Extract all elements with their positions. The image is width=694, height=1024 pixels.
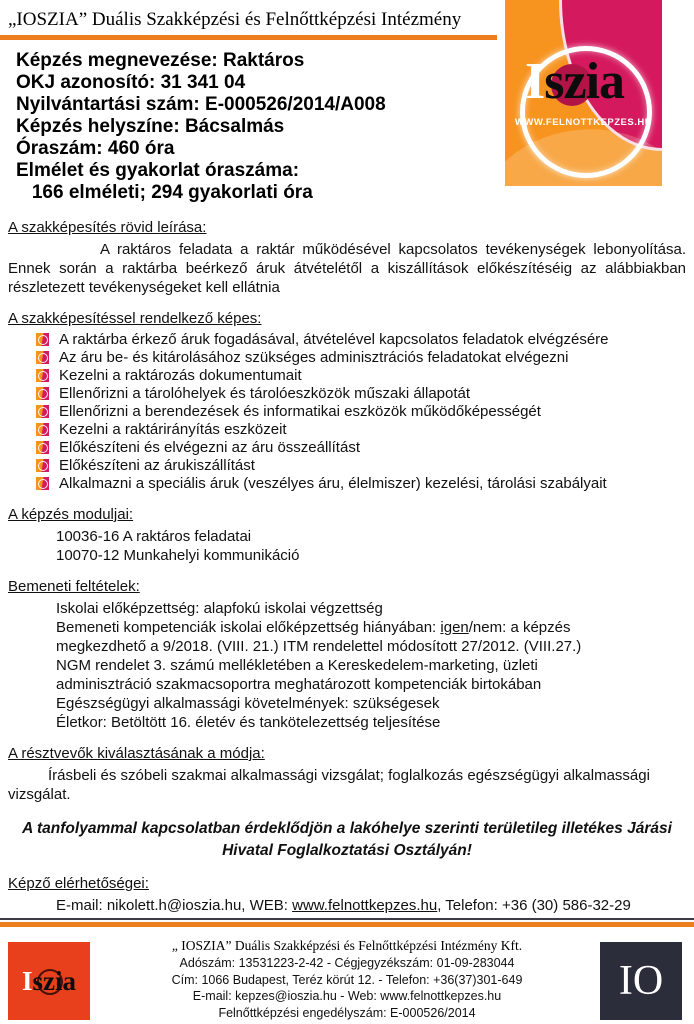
- bullet-text: Ellenőrizni a berendezések és informatikai eszközök működőképességét: [59, 403, 541, 420]
- section-heading-entry: Bemeneti feltételek:: [8, 578, 140, 595]
- list-item: [36, 367, 686, 385]
- bullet-text: Előkészíteni és elvégezni az áru összeállítást: [59, 439, 360, 456]
- website-link[interactable]: www.felnottkepzes.hu: [292, 897, 438, 914]
- contact-suffix: , Telefon: +36 (30) 586-32-29: [437, 897, 631, 914]
- ioszia-bullet-icon: [36, 387, 49, 400]
- section-heading-modules: A képzés moduljai:: [8, 506, 134, 523]
- logo-wordmark: [525, 53, 625, 110]
- ioszia-bullet-icon: [36, 351, 49, 364]
- footer-logo-letters-zia: zia: [43, 965, 77, 996]
- footer-detail-line: Cím: 1066 Budapest, Teréz körút 12. - Telefon: +36(37)301-649: [171, 972, 523, 987]
- course-summary-line: Óraszám: 460 óra: [16, 138, 175, 159]
- bullet-ring-icon: [38, 389, 48, 399]
- section-heading-description: A szakképesítés rövid leírása:: [8, 219, 207, 236]
- course-summary-line: Képzés helyszíne: Bácsalmás: [16, 116, 285, 137]
- entry-line-prefix: Bemeneti kompetenciák iskolai előképzettség hiányában:: [56, 619, 441, 636]
- footer-detail-line: E-mail: kepzes@ioszia.hu - Web: www.felnottkepzes.hu: [192, 989, 502, 1003]
- ioszia-footer-logo: [8, 942, 90, 1020]
- logo-letters-szia: szia: [544, 53, 625, 110]
- course-summary-line: Képzés megnevezése: Raktáros: [16, 50, 305, 71]
- course-summary-line: Elmélet és gyakorlat óraszáma:: [16, 160, 300, 181]
- module-line: 10036-16 A raktáros feladatai: [56, 528, 252, 545]
- ioszia-bullet-icon: [36, 441, 49, 454]
- bullet-text: Kezelni a raktárirányítás eszközeit: [59, 421, 287, 438]
- footer-company-name: „ IOSZIA” Duális Szakképzési és Felnőttképzési Intézmény Kft.: [171, 938, 523, 953]
- footer-thin-divider: [0, 918, 694, 920]
- list-item: [36, 385, 686, 403]
- bullet-text: Alkalmazni a speciális áruk (veszélyes áru, élelmiszer) kezelési, tárolási szabályait: [59, 475, 607, 492]
- list-item: [36, 349, 686, 367]
- bullet-ring-icon: [38, 443, 48, 453]
- entry-line-competencies: [56, 618, 616, 694]
- list-item: [36, 439, 686, 457]
- bullet-ring-icon: [38, 371, 48, 381]
- io-footer-logo: [600, 942, 682, 1020]
- footer-company-info: [102, 927, 592, 1021]
- ioszia-bullet-icon: [36, 333, 49, 346]
- bullet-text: A raktárba érkező áruk fogadásával, átvételével kapcsolatos feladatok elvégzésére: [59, 331, 609, 348]
- entry-line-age: Életkor: Betöltött 16. életév és tankötelezettség teljesítése: [56, 714, 441, 731]
- io-logo-text: IO: [618, 957, 664, 1004]
- module-list: [56, 527, 686, 565]
- bullet-ring-icon: [38, 479, 48, 489]
- course-summary-line: OKJ azonosító: 31 341 04: [16, 72, 246, 93]
- header-divider: [0, 35, 497, 40]
- bullet-ring-icon: [38, 335, 48, 345]
- section-heading-selection: A résztvevők kiválasztásának a módja:: [8, 745, 265, 762]
- list-item: [36, 403, 686, 421]
- list-item: [36, 331, 686, 349]
- contact-line: [56, 896, 686, 915]
- bullet-text: Kezelni a raktározás dokumentumait: [59, 367, 302, 384]
- ioszia-logo: [505, 0, 662, 186]
- footer-detail-lines: [102, 955, 592, 1021]
- course-summary-line: Nyilvántartási szám: E-000526/2014/A008: [16, 94, 386, 115]
- job-office-notice: A tanfolyammal kapcsolatban érdeklődjön a lakóhelye szerinti területileg illetékes Járási Hivatal Foglalkoztatási Osztályán!: [22, 820, 672, 859]
- entry-requirements: [56, 599, 616, 732]
- ioszia-bullet-icon: [36, 477, 49, 490]
- section-heading-contact: Képző elérhetőségei:: [8, 875, 149, 892]
- org-title: „IOSZIA” Duális Szakképzési és Felnőttképzési Intézmény: [8, 9, 462, 30]
- entry-line-suffix: /nem: a képzés megkezdhető a 9/2018. (VIII. 21.) ITM rendelettel módosított 27/2012. (VIII.27.) NGM rendelet 3. számú mellékletében a Kereskedelem-marketing, üzleti adminisztráció szakmacsoportra meghatározott kompetenciák birtokában: [56, 619, 582, 693]
- footer-logo-letter-i: I: [21, 965, 33, 996]
- bullet-text: Az áru be- és kitárolásához szükséges adminisztrációs feladatokat elvégezni: [59, 349, 569, 366]
- section-heading-competencies: A szakképesítéssel rendelkező képes:: [8, 310, 262, 327]
- footer: [0, 918, 694, 1024]
- list-item: [36, 457, 686, 475]
- module-line: 10070-12 Munkahelyi kommunikáció: [56, 547, 300, 564]
- contact-prefix: E-mail: nikolett.h@ioszia.hu, WEB:: [56, 897, 293, 914]
- footer-body: [0, 927, 694, 1024]
- footer-detail-line: Adószám: 13531223-2-42 - Cégjegyzékszám: 01-09-283044: [179, 956, 515, 970]
- course-summary-line: 166 elméleti; 294 gyakorlati óra: [16, 182, 313, 203]
- ioszia-bullet-icon: [36, 369, 49, 382]
- entry-line-yes: igen: [440, 619, 469, 636]
- selection-body: Írásbeli és szóbeli szakmai alkalmassági vizsgálat; foglalkozás egészségügyi alkalmassági vizsgálat.: [8, 767, 650, 803]
- footer-logo-letter-s: s: [32, 965, 44, 996]
- logo-website-text: WWW.FELNOTTKEPZES.HU: [514, 117, 653, 128]
- logo-letter-i: I: [525, 53, 545, 110]
- entry-line-schooling: Iskolai előképzettség: alapfokú iskolai végzettség: [56, 600, 383, 617]
- list-item: [36, 421, 686, 439]
- competency-list: [8, 331, 686, 493]
- bullet-ring-icon: [38, 353, 48, 363]
- ioszia-bullet-icon: [36, 423, 49, 436]
- ioszia-bullet-icon: [36, 405, 49, 418]
- footer-detail-line: Felnőttképzési engedélyszám: E-000526/2014: [218, 1005, 476, 1020]
- bullet-text: Előkészíteni az árukiszállítást: [59, 457, 255, 474]
- bullet-text: Ellenőrizni a tárolóhelyek és tárolóeszközök műszaki állapotát: [59, 385, 471, 402]
- description-body: A raktáros feladata a raktár működésével kapcsolatos tevékenységek lebonyolítása. Ennek során a raktárba beérkező áruk átvételétől a kiszállítások előkészítéséig az alábbiakban részletezett tevékenységeket kell ellátnia: [8, 241, 686, 296]
- bullet-ring-icon: [38, 407, 48, 417]
- bullet-ring-icon: [38, 461, 48, 471]
- list-item: [36, 475, 686, 493]
- bullet-ring-icon: [38, 425, 48, 435]
- ioszia-bullet-icon: [36, 459, 49, 472]
- entry-line-health: Egészségügyi alkalmassági követelmények: szükségesek: [56, 695, 440, 712]
